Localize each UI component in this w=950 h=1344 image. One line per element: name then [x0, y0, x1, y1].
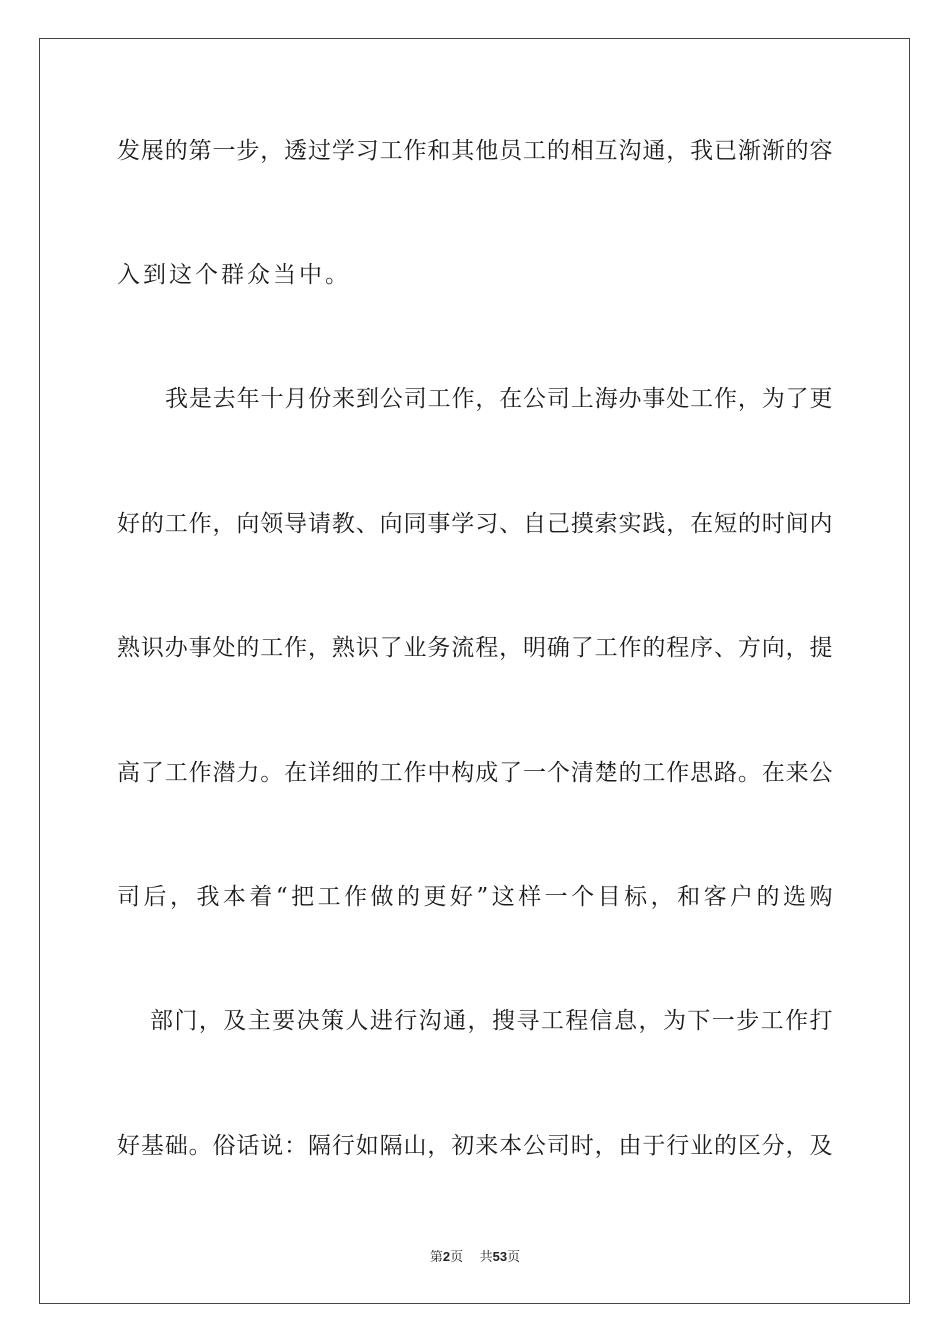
body-line-7: 司后，我本着“把工作做的更好”这样一个目标，和客户的选购 — [117, 884, 833, 910]
total-suffix: 页 — [507, 1250, 521, 1265]
body-line-5: 熟识办事处的工作，熟识了业务流程，明确了工作的程序、方向，提 — [117, 635, 833, 661]
page-suffix: 页 — [450, 1250, 464, 1265]
page-footer — [0, 1247, 950, 1268]
body-line-4: 好的工作，向领导请教、向同事学习、自己摸索实践，在短的时间内 — [117, 511, 833, 537]
page-prefix: 第 — [429, 1250, 443, 1265]
body-line-3: 我是去年十月份来到公司工作，在公司上海办事处工作，为了更 — [165, 386, 833, 412]
page-frame — [39, 38, 910, 1304]
body-line-9: 好基础。俗话说：隔行如隔山，初来本公司时，由于行业的区分，及 — [117, 1133, 833, 1159]
body-line-8: 部门，及主要决策人进行沟通，搜寻工程信息，为下一步工作打 — [150, 1008, 833, 1034]
total-pages: 53 — [492, 1249, 508, 1264]
body-line-6: 高了工作潜力。在详细的工作中构成了一个清楚的工作思路。在来公 — [117, 760, 833, 786]
page-number: 2 — [442, 1249, 451, 1264]
body-line-2: 入到这个群众当中。 — [117, 262, 351, 288]
body-line-1: 发展的第一步，透过学习工作和其他员工的相互沟通，我已渐渐的容 — [117, 138, 833, 164]
total-prefix: 共 — [479, 1250, 493, 1265]
